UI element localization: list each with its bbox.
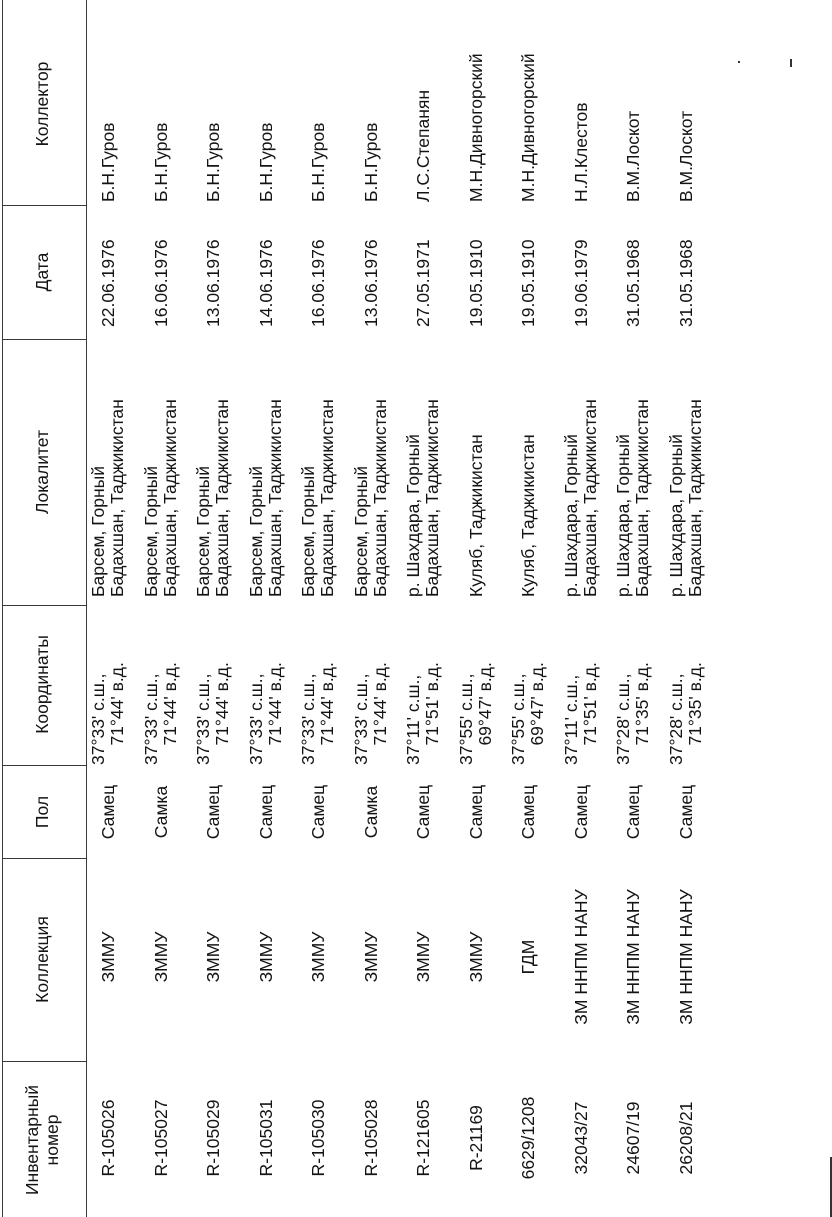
cell-collector: В.М.Лоскот <box>675 110 696 202</box>
cell-locality: р. Шахдара, Горный Бадахшан, Таджикистан <box>665 399 705 597</box>
cell-inventory-number: R-105029 <box>203 1099 223 1177</box>
cell-inventory-number: 32043/27 <box>570 1101 591 1175</box>
cell-collection: ЗММУ <box>98 931 118 983</box>
cell-collector: Б.Н.Гуров <box>360 122 381 202</box>
cell-date: 19.06.1979 <box>570 239 591 327</box>
cell-collector: Б.Н.Гуров <box>98 122 118 202</box>
cell-collector: В.М.Лоскот <box>623 110 643 202</box>
header-coordinates: Координаты <box>32 635 52 734</box>
cell-collection: ЗММУ <box>150 931 171 983</box>
cell-inventory-number: 24607/19 <box>623 1101 643 1175</box>
col-divider-2 <box>2 858 86 859</box>
cell-collection: ЗММУ <box>255 931 276 983</box>
cell-date: 19.05.1910 <box>465 239 486 327</box>
cell-sex: Самец <box>255 784 276 840</box>
col-divider-5 <box>2 339 86 340</box>
cell-collector: Б.Н.Гуров <box>255 122 276 202</box>
cell-date: 22.06.1976 <box>98 239 118 327</box>
cell-inventory-number: R-105030 <box>308 1099 328 1177</box>
cell-locality: Куляб, Таджикистан <box>518 434 538 597</box>
cell-sex: Самец <box>413 784 433 840</box>
cell-collector: Л.С.Степанян <box>413 89 433 202</box>
header-inventory-number: Инвентарный номер <box>22 1084 62 1196</box>
cell-inventory-number: R-21169 <box>465 1105 486 1171</box>
cell-coordinates: 37°11' с.ш., 71°51' в.д. <box>560 662 600 765</box>
cell-date: 19.05.1910 <box>518 239 538 327</box>
cell-inventory-number: 6629/1208 <box>518 1096 538 1180</box>
scan-mark <box>790 59 792 67</box>
cell-collection: ЗММУ <box>360 931 381 983</box>
cell-coordinates: 37°33' с.ш., 71°44' в.д. <box>140 662 180 765</box>
cell-date: 16.06.1976 <box>150 239 171 327</box>
header-bottom-rule <box>86 0 87 1217</box>
header-locality: Локалитет <box>32 430 52 514</box>
cell-sex: Самец <box>518 784 538 840</box>
cell-sex: Самец <box>98 784 118 840</box>
cell-coordinates: 37°11' с.ш., 71°51' в.д. <box>403 662 442 765</box>
cell-collector: Б.Н.Гуров <box>203 122 223 202</box>
cell-collector: М.Н.Дивногорский <box>465 53 486 202</box>
col-divider-1 <box>2 1061 86 1062</box>
cell-collection: ЗММУ <box>203 931 223 983</box>
cell-date: 16.06.1976 <box>308 239 328 327</box>
cell-coordinates: 37°33' с.ш., 71°44' в.д. <box>245 662 285 765</box>
cell-inventory-number: R-121605 <box>413 1099 433 1177</box>
header-collector: Коллектор <box>32 61 52 147</box>
col-divider-4 <box>2 605 86 606</box>
cell-sex: Самец <box>308 784 328 840</box>
cell-coordinates: 37°33' с.ш., 71°44' в.д. <box>193 662 232 765</box>
cell-coordinates: 37°55' с.ш., 69°47' в.д. <box>455 662 495 765</box>
cell-locality: Барсем, Горный Бадахшан, Таджикистан <box>298 399 337 597</box>
cell-collection: ЗММУ <box>465 931 486 983</box>
cell-coordinates: 37°28' с.ш., 71°35' в.д. <box>613 662 652 765</box>
cell-locality: р. Шахдара, Горный Бадахшан, Таджикистан <box>560 399 600 597</box>
cell-collector: М.Н.Дивногорский <box>518 53 538 202</box>
cell-coordinates: 37°33' с.ш., 71°44' в.д. <box>298 662 337 765</box>
cell-sex: Самец <box>465 784 486 840</box>
cell-locality: Барсем, Горный Бадахшан, Таджикистан <box>140 399 180 597</box>
cell-collection: ЗММУ <box>308 931 328 983</box>
cell-sex: Самка <box>150 785 171 839</box>
cell-locality: Барсем, Горный Бадахшан, Таджикистан <box>88 399 127 597</box>
cell-sex: Самец <box>623 784 643 840</box>
table-top-rule <box>2 0 3 1217</box>
cell-sex: Самка <box>360 785 381 839</box>
cell-inventory-number: R-105028 <box>360 1099 381 1177</box>
cell-date: 31.05.1968 <box>623 239 643 327</box>
header-collection: Коллекция <box>32 916 52 1003</box>
cell-date: 31.05.1968 <box>675 239 696 327</box>
cell-collection: ЗМ ННПМ НАНУ <box>675 889 696 1025</box>
cell-coordinates: 37°33' с.ш., 71°44' в.д. <box>88 662 127 765</box>
cell-collector: Н.Л.Клестов <box>570 102 591 202</box>
cell-collection: ЗМ ННПМ НАНУ <box>623 889 643 1025</box>
cell-inventory-number: R-105031 <box>255 1099 276 1177</box>
cell-collector: Б.Н.Гуров <box>150 122 171 202</box>
cell-locality: Барсем, Горный Бадахшан, Таджикистан <box>350 399 390 597</box>
cell-date: 13.06.1976 <box>203 239 223 327</box>
cell-date: 14.06.1976 <box>255 239 276 327</box>
cell-date: 13.06.1976 <box>360 239 381 327</box>
cell-inventory-number: R-105026 <box>98 1099 118 1177</box>
cell-inventory-number: 26208/21 <box>675 1101 696 1175</box>
cell-locality: р. Шахдара, Горный Бадахшан, Таджикистан <box>613 399 652 597</box>
cell-coordinates: 37°33' с.ш., 71°44' в.д. <box>350 662 390 765</box>
col-divider-6 <box>2 205 86 206</box>
header-sex: Пол <box>32 795 52 829</box>
cell-sex: Самец <box>675 784 696 840</box>
cell-coordinates: 37°28' с.ш., 71°35' в.д. <box>665 662 705 765</box>
cell-locality: Куляб, Таджикистан <box>465 434 486 597</box>
cell-coordinates: 37°55' с.ш., 69°47' в.д. <box>508 662 547 765</box>
col-divider-3 <box>2 765 86 766</box>
cell-sex: Самец <box>203 784 223 840</box>
scan-mark <box>738 61 740 63</box>
cell-collection: ЗММУ <box>413 931 433 983</box>
cell-collector: Б.Н.Гуров <box>308 122 328 202</box>
cell-locality: р. Шахдара, Горный Бадахшан, Таджикистан <box>403 399 442 597</box>
cell-locality: Барсем, Горный Бадахшан, Таджикистан <box>193 399 232 597</box>
cell-sex: Самец <box>570 784 591 840</box>
cell-locality: Барсем, Горный Бадахшан, Таджикистан <box>245 399 285 597</box>
cell-collection: ГДМ <box>518 939 538 975</box>
cell-date: 27.05.1971 <box>413 239 433 327</box>
cell-inventory-number: R-105027 <box>150 1099 171 1177</box>
cell-collection: ЗМ ННПМ НАНУ <box>570 889 591 1025</box>
header-date: Дата <box>32 252 52 292</box>
